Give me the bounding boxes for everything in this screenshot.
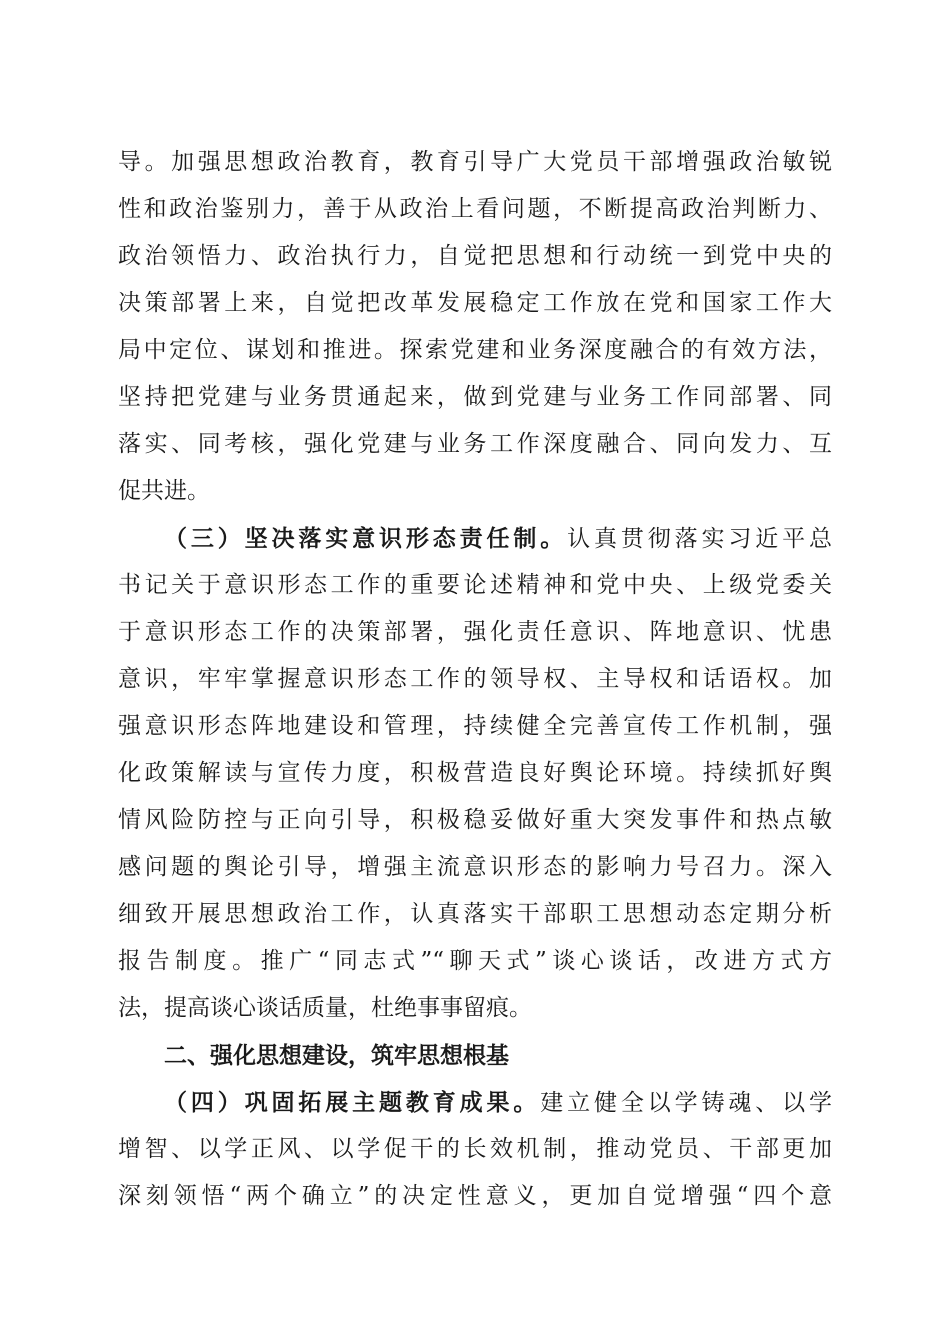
text-line: 性和政治鉴别力，善于从政治上看问题，不断提高政治判断力、 <box>118 196 832 222</box>
text-line: 意识，牢牢掌握意识形态工作的领导权、主导权和话语权。加 <box>118 666 832 692</box>
text-line: 于意识形态工作的决策部署，强化责任意识、阵地意识、忧患 <box>118 619 832 645</box>
text-line: 化政策解读与宣传力度，积极营造良好舆论环境。持续抓好舆 <box>118 760 832 786</box>
text-line-rest: 认真贯彻落实习近平总 <box>567 526 832 552</box>
text-line: 书记关于意识形态工作的重要论述精神和党中央、上级党委关 <box>118 572 832 598</box>
text-line: 导。加强思想政治教育，教育引导广大党员干部增强政治敏锐 <box>118 149 832 175</box>
section-heading: 二、强化思想建设，筑牢思想根基 <box>164 1042 509 1069</box>
text-line: 细致开展思想政治工作，认真落实干部职工思想动态定期分析 <box>118 901 832 927</box>
paragraph-party-building <box>118 139 832 515</box>
text-line-rest: 建立健全以学铸魂、以学 <box>540 1090 832 1116</box>
text-line: 报告制度。推广“同志式”“聊天式”谈心谈话，改进方式方 <box>118 948 832 974</box>
text-line: 局中定位、谋划和推进。探索党建和业务深度融合的有效方法， <box>118 337 832 363</box>
paragraph-ideology-responsibility <box>118 515 832 1032</box>
text-line: 政治领悟力、政治执行力，自觉把思想和行动统一到党中央的 <box>118 243 832 269</box>
text-line: 情风险防控与正向引导，积极稳妥做好重大突发事件和热点敏 <box>118 807 832 833</box>
paragraph-heading: （四）巩固拓展主题教育成果。 <box>164 1089 541 1116</box>
text-line <box>118 1079 832 1126</box>
text-line: 深刻领悟“两个确立”的决定性意义，更加自觉增强“四个意 <box>118 1183 832 1209</box>
document-body <box>118 139 832 1220</box>
paragraph-heading: （三）坚决落实意识形态责任制。 <box>164 525 568 552</box>
text-line: 促共进。 <box>118 478 210 504</box>
text-line: 增智、以学正风、以学促干的长效机制，推动党员、干部更加 <box>118 1136 832 1162</box>
paragraph-theme-education <box>118 1079 832 1220</box>
text-line: 落实、同考核，强化党建与业务工作深度融合、同向发力、互 <box>118 431 832 457</box>
text-line: 坚持把党建与业务贯通起来，做到党建与业务工作同部署、同 <box>118 384 832 410</box>
text-line: 决策部署上来，自觉把改革发展稳定工作放在党和国家工作大 <box>118 290 832 316</box>
text-line: 强意识形态阵地建设和管理，持续健全完善宣传工作机制，强 <box>118 713 832 739</box>
text-line <box>118 515 832 562</box>
text-line: 感问题的舆论引导，增强主流意识形态的影响力号召力。深入 <box>118 854 832 880</box>
text-line: 法，提高谈心谈话质量，杜绝事事留痕。 <box>118 995 532 1021</box>
